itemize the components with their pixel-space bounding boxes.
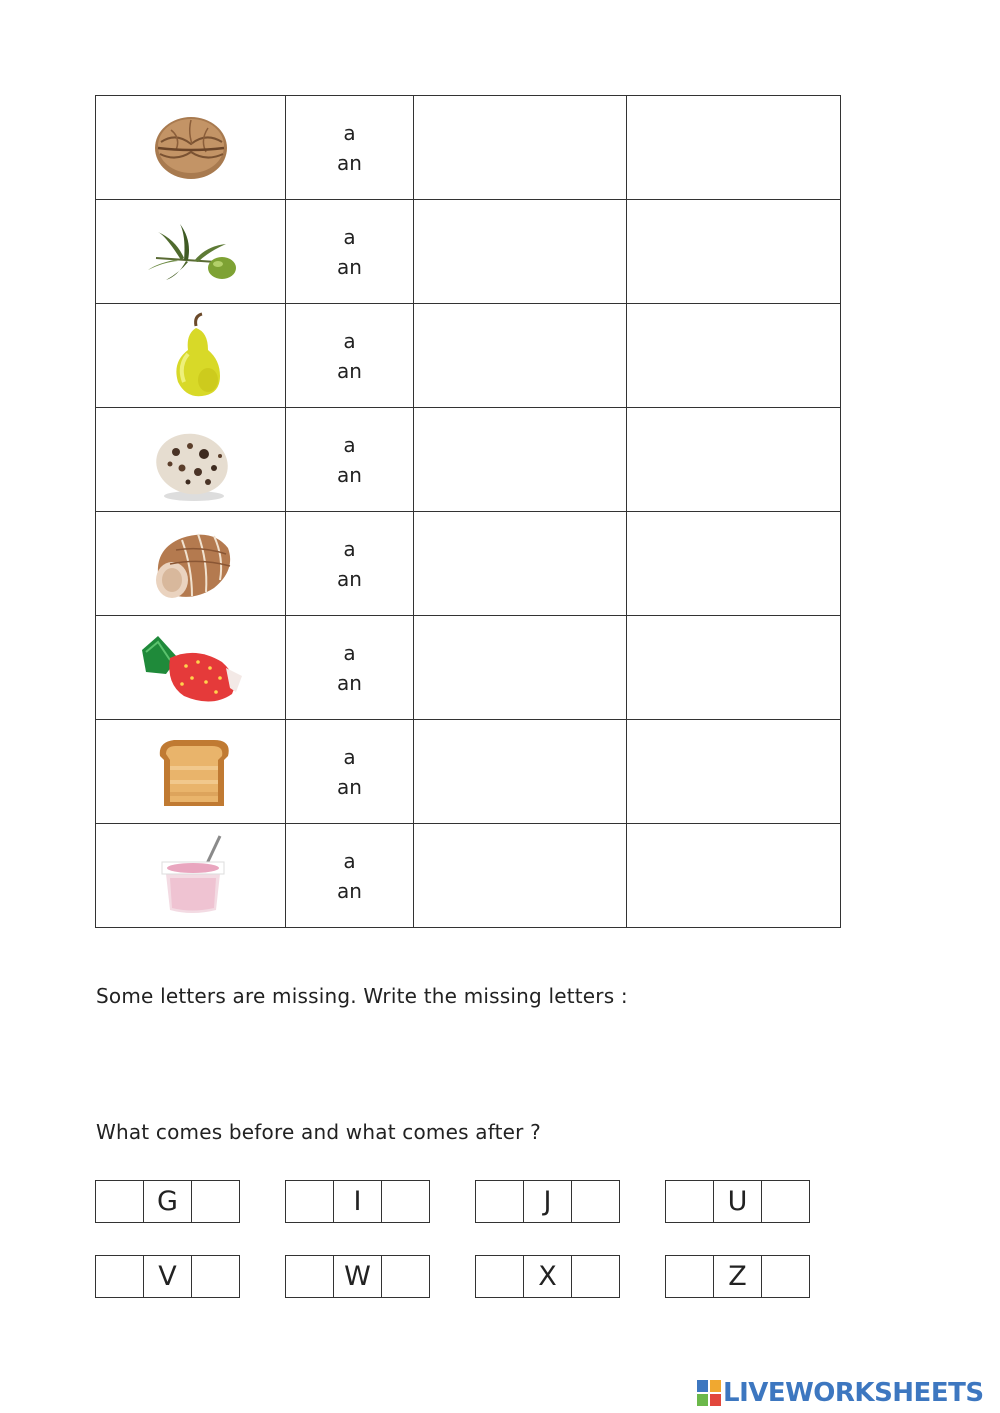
candy-icon	[136, 622, 246, 714]
walnut-icon	[136, 102, 246, 194]
picture-cell	[96, 408, 286, 512]
article-a[interactable]: a	[343, 744, 356, 769]
answer-cell[interactable]	[414, 824, 627, 928]
given-letter: I	[334, 1181, 382, 1222]
article-cell[interactable]	[286, 304, 414, 408]
article-an[interactable]: an	[337, 150, 362, 175]
yogurt-icon	[136, 830, 246, 922]
answer-cell[interactable]	[414, 304, 627, 408]
picture-cell	[96, 96, 286, 200]
after-box[interactable]	[572, 1256, 619, 1297]
article-an[interactable]: an	[337, 566, 362, 591]
letter-group	[285, 1180, 430, 1223]
table-row	[96, 720, 841, 824]
table-row	[96, 512, 841, 616]
answer-cell[interactable]	[414, 616, 627, 720]
answer-cell[interactable]	[627, 720, 841, 824]
answer-cell[interactable]	[627, 512, 841, 616]
article-an[interactable]: an	[337, 774, 362, 799]
article-an[interactable]: an	[337, 254, 362, 279]
article-an[interactable]: an	[337, 462, 362, 487]
article-an[interactable]: an	[337, 670, 362, 695]
answer-cell[interactable]	[627, 824, 841, 928]
letter-group	[665, 1180, 810, 1223]
after-box[interactable]	[762, 1256, 809, 1297]
given-letter: X	[524, 1256, 572, 1297]
given-letter: G	[144, 1181, 192, 1222]
article-a[interactable]: a	[343, 328, 356, 353]
given-letter: J	[524, 1181, 572, 1222]
answer-cell[interactable]	[414, 96, 627, 200]
after-box[interactable]	[192, 1256, 239, 1297]
letter-group	[475, 1255, 620, 1298]
roast-meat-icon	[136, 518, 246, 610]
table-row	[96, 304, 841, 408]
picture-cell	[96, 720, 286, 824]
pear-icon	[136, 310, 246, 402]
table-row	[96, 824, 841, 928]
article-cell[interactable]	[286, 824, 414, 928]
given-letter: W	[334, 1256, 382, 1297]
article-a[interactable]: a	[343, 640, 356, 665]
article-cell[interactable]	[286, 200, 414, 304]
table-row	[96, 96, 841, 200]
letter-group	[665, 1255, 810, 1298]
article-cell[interactable]	[286, 96, 414, 200]
article-cell[interactable]	[286, 616, 414, 720]
article-a[interactable]: a	[343, 224, 356, 249]
answer-cell[interactable]	[414, 720, 627, 824]
given-letter: V	[144, 1256, 192, 1297]
letter-group	[95, 1255, 240, 1298]
after-box[interactable]	[382, 1256, 429, 1297]
picture-cell	[96, 824, 286, 928]
logo-text: LIVEWORKSHEETS	[723, 1378, 984, 1408]
letter-group	[475, 1180, 620, 1223]
before-box[interactable]	[476, 1256, 524, 1297]
given-letter: Z	[714, 1256, 762, 1297]
article-an[interactable]: an	[337, 878, 362, 903]
letter-group	[285, 1255, 430, 1298]
answer-cell[interactable]	[627, 200, 841, 304]
before-box[interactable]	[286, 1256, 334, 1297]
article-a[interactable]: a	[343, 848, 356, 873]
picture-cell	[96, 512, 286, 616]
picture-cell	[96, 304, 286, 408]
table-row	[96, 616, 841, 720]
liveworksheets-logo	[697, 1378, 984, 1408]
article-a[interactable]: a	[343, 120, 356, 145]
answer-cell[interactable]	[627, 408, 841, 512]
article-cell[interactable]	[286, 408, 414, 512]
answer-cell[interactable]	[627, 96, 841, 200]
after-box[interactable]	[382, 1181, 429, 1222]
olive-icon	[136, 206, 246, 298]
answer-cell[interactable]	[627, 616, 841, 720]
article-an[interactable]: an	[337, 358, 362, 383]
article-cell[interactable]	[286, 720, 414, 824]
egg-icon	[136, 414, 246, 506]
before-box[interactable]	[96, 1181, 144, 1222]
picture-cell	[96, 616, 286, 720]
answer-cell[interactable]	[414, 200, 627, 304]
after-box[interactable]	[192, 1181, 239, 1222]
article-cell[interactable]	[286, 512, 414, 616]
before-box[interactable]	[666, 1181, 714, 1222]
before-box[interactable]	[666, 1256, 714, 1297]
table-row	[96, 200, 841, 304]
letter-group	[95, 1180, 240, 1223]
table-row	[96, 408, 841, 512]
article-a[interactable]: a	[343, 536, 356, 561]
answer-cell[interactable]	[414, 408, 627, 512]
logo-grid-icon	[697, 1380, 721, 1406]
after-box[interactable]	[572, 1181, 619, 1222]
before-box[interactable]	[476, 1181, 524, 1222]
article-a[interactable]: a	[343, 432, 356, 457]
answer-cell[interactable]	[627, 304, 841, 408]
picture-cell	[96, 200, 286, 304]
worksheet-table	[95, 95, 841, 928]
given-letter: U	[714, 1181, 762, 1222]
before-box[interactable]	[286, 1181, 334, 1222]
instruction-missing-letters: Some letters are missing. Write the missing letters :	[96, 984, 628, 1008]
toast-icon	[136, 726, 246, 818]
after-box[interactable]	[762, 1181, 809, 1222]
answer-cell[interactable]	[414, 512, 627, 616]
instruction-before-after: What comes before and what comes after ?	[96, 1120, 541, 1144]
before-box[interactable]	[96, 1256, 144, 1297]
